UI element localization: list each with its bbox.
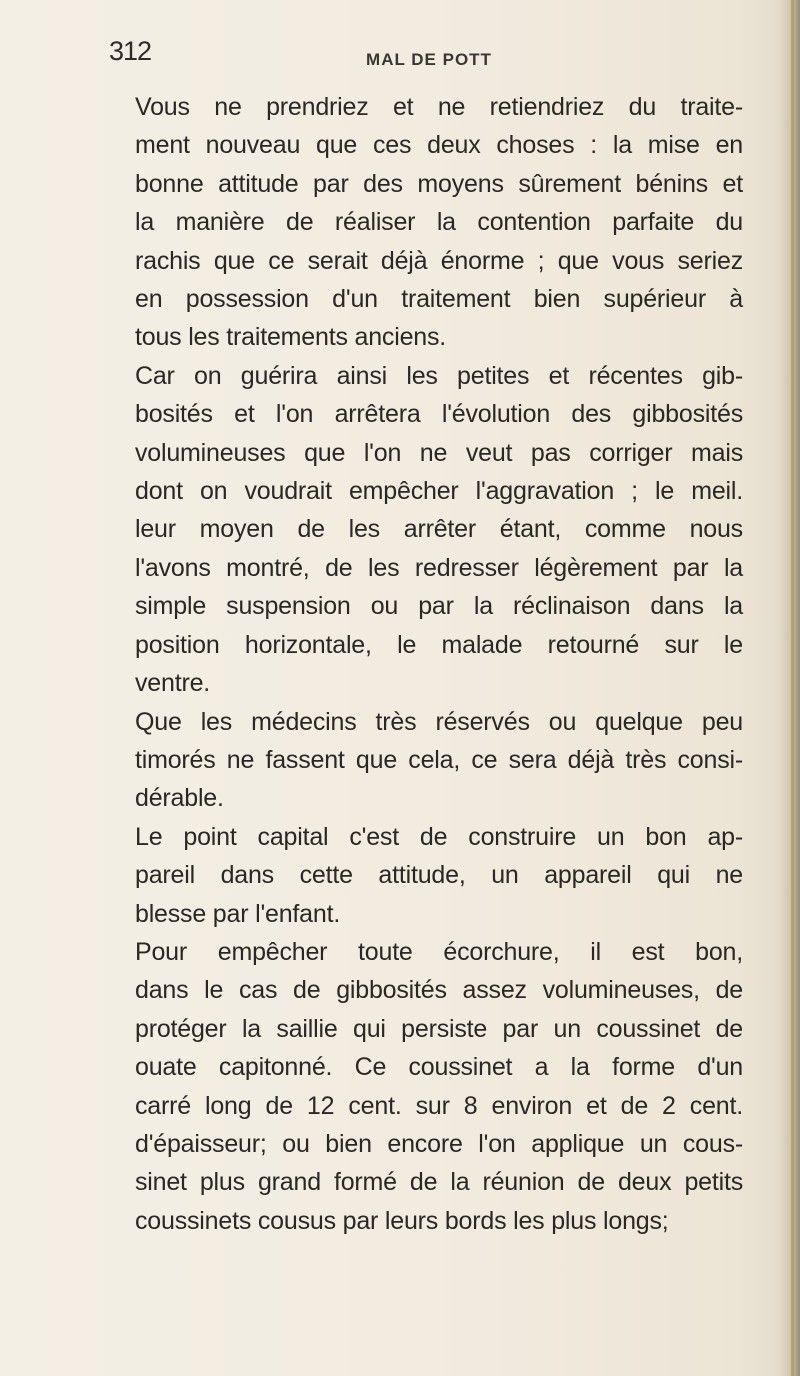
text-line: ouate capitonné. Ce coussinet a la forme d'un bbox=[135, 1053, 743, 1082]
text-line: leur moyen de les arrêter étant, comme nous bbox=[135, 515, 743, 544]
text-line: rachis que ce serait déjà énorme ; que vous seriez bbox=[135, 246, 743, 275]
text-line: tous les traitements anciens. bbox=[135, 323, 447, 352]
text-line: Vous ne prendriez et ne retiendriez du traite- bbox=[135, 93, 743, 121]
text-line: dont on voudrait empêcher l'aggravation ; le meil. bbox=[135, 477, 743, 506]
text-line: sinet plus grand formé de la réunion de deux petits bbox=[135, 1168, 743, 1197]
text-line: carré long de 12 cent. sur 8 environ et de 2 cent. bbox=[135, 1091, 743, 1120]
text-line: bosités et l'on arrêtera l'évolution des gibbosités bbox=[135, 400, 743, 429]
text-line: Car on guérira ainsi les petites et récentes gib- bbox=[135, 361, 743, 390]
text-line: Pour empêcher toute écorchure, il est bon, bbox=[135, 937, 743, 966]
text-line: la manière de réaliser la contention parfaite du bbox=[135, 208, 743, 237]
text-line: coussinets cousus par leurs bords les plus longs; bbox=[135, 1206, 669, 1235]
text-line: l'avons montré, de les redresser légèrement par la bbox=[135, 553, 743, 582]
page-edge-shadow bbox=[778, 0, 800, 1376]
text-line: en possession d'un traitement bien supérieur à bbox=[135, 285, 743, 314]
text-line: blesse par l'enfant. bbox=[135, 899, 341, 928]
text-line: dans le cas de gibbosités assez volumineuses, de bbox=[135, 976, 743, 1005]
text-line: ment nouveau que ces deux choses : la mise en bbox=[135, 131, 743, 160]
body-text bbox=[109, 88, 743, 1240]
text-line: dérable. bbox=[135, 784, 224, 813]
text-line: ventre. bbox=[135, 669, 211, 698]
page-header bbox=[109, 36, 749, 76]
text-line: bonne attitude par des moyens sûrement bénins et bbox=[135, 169, 743, 198]
paragraph-2 bbox=[109, 357, 743, 703]
text-line: simple suspension ou par la réclinaison dans la bbox=[135, 592, 743, 621]
text-line: protéger la saillie qui persiste par un coussinet de bbox=[135, 1014, 743, 1043]
text-line: volumineuses que l'on ne veut pas corriger mais bbox=[135, 438, 743, 467]
paragraph-4 bbox=[109, 818, 743, 933]
text-line: Le point capital c'est de construire un bon ap- bbox=[135, 822, 743, 851]
text-line: timorés ne fassent que cela, ce sera déjà très consi- bbox=[135, 745, 743, 774]
text-line: position horizontale, le malade retourné sur le bbox=[135, 630, 743, 659]
paragraph-3 bbox=[109, 703, 743, 818]
paragraph-1 bbox=[109, 88, 743, 357]
paragraph-5 bbox=[109, 933, 743, 1240]
text-line: d'épaisseur; ou bien encore l'on applique un cous- bbox=[135, 1129, 743, 1158]
text-line: Que les médecins très réservés ou quelque peu bbox=[135, 707, 743, 736]
page-number: 312 bbox=[109, 36, 152, 66]
running-head: MAL DE POTT bbox=[366, 50, 492, 69]
text-line: pareil dans cette attitude, un appareil qui ne bbox=[135, 861, 743, 890]
